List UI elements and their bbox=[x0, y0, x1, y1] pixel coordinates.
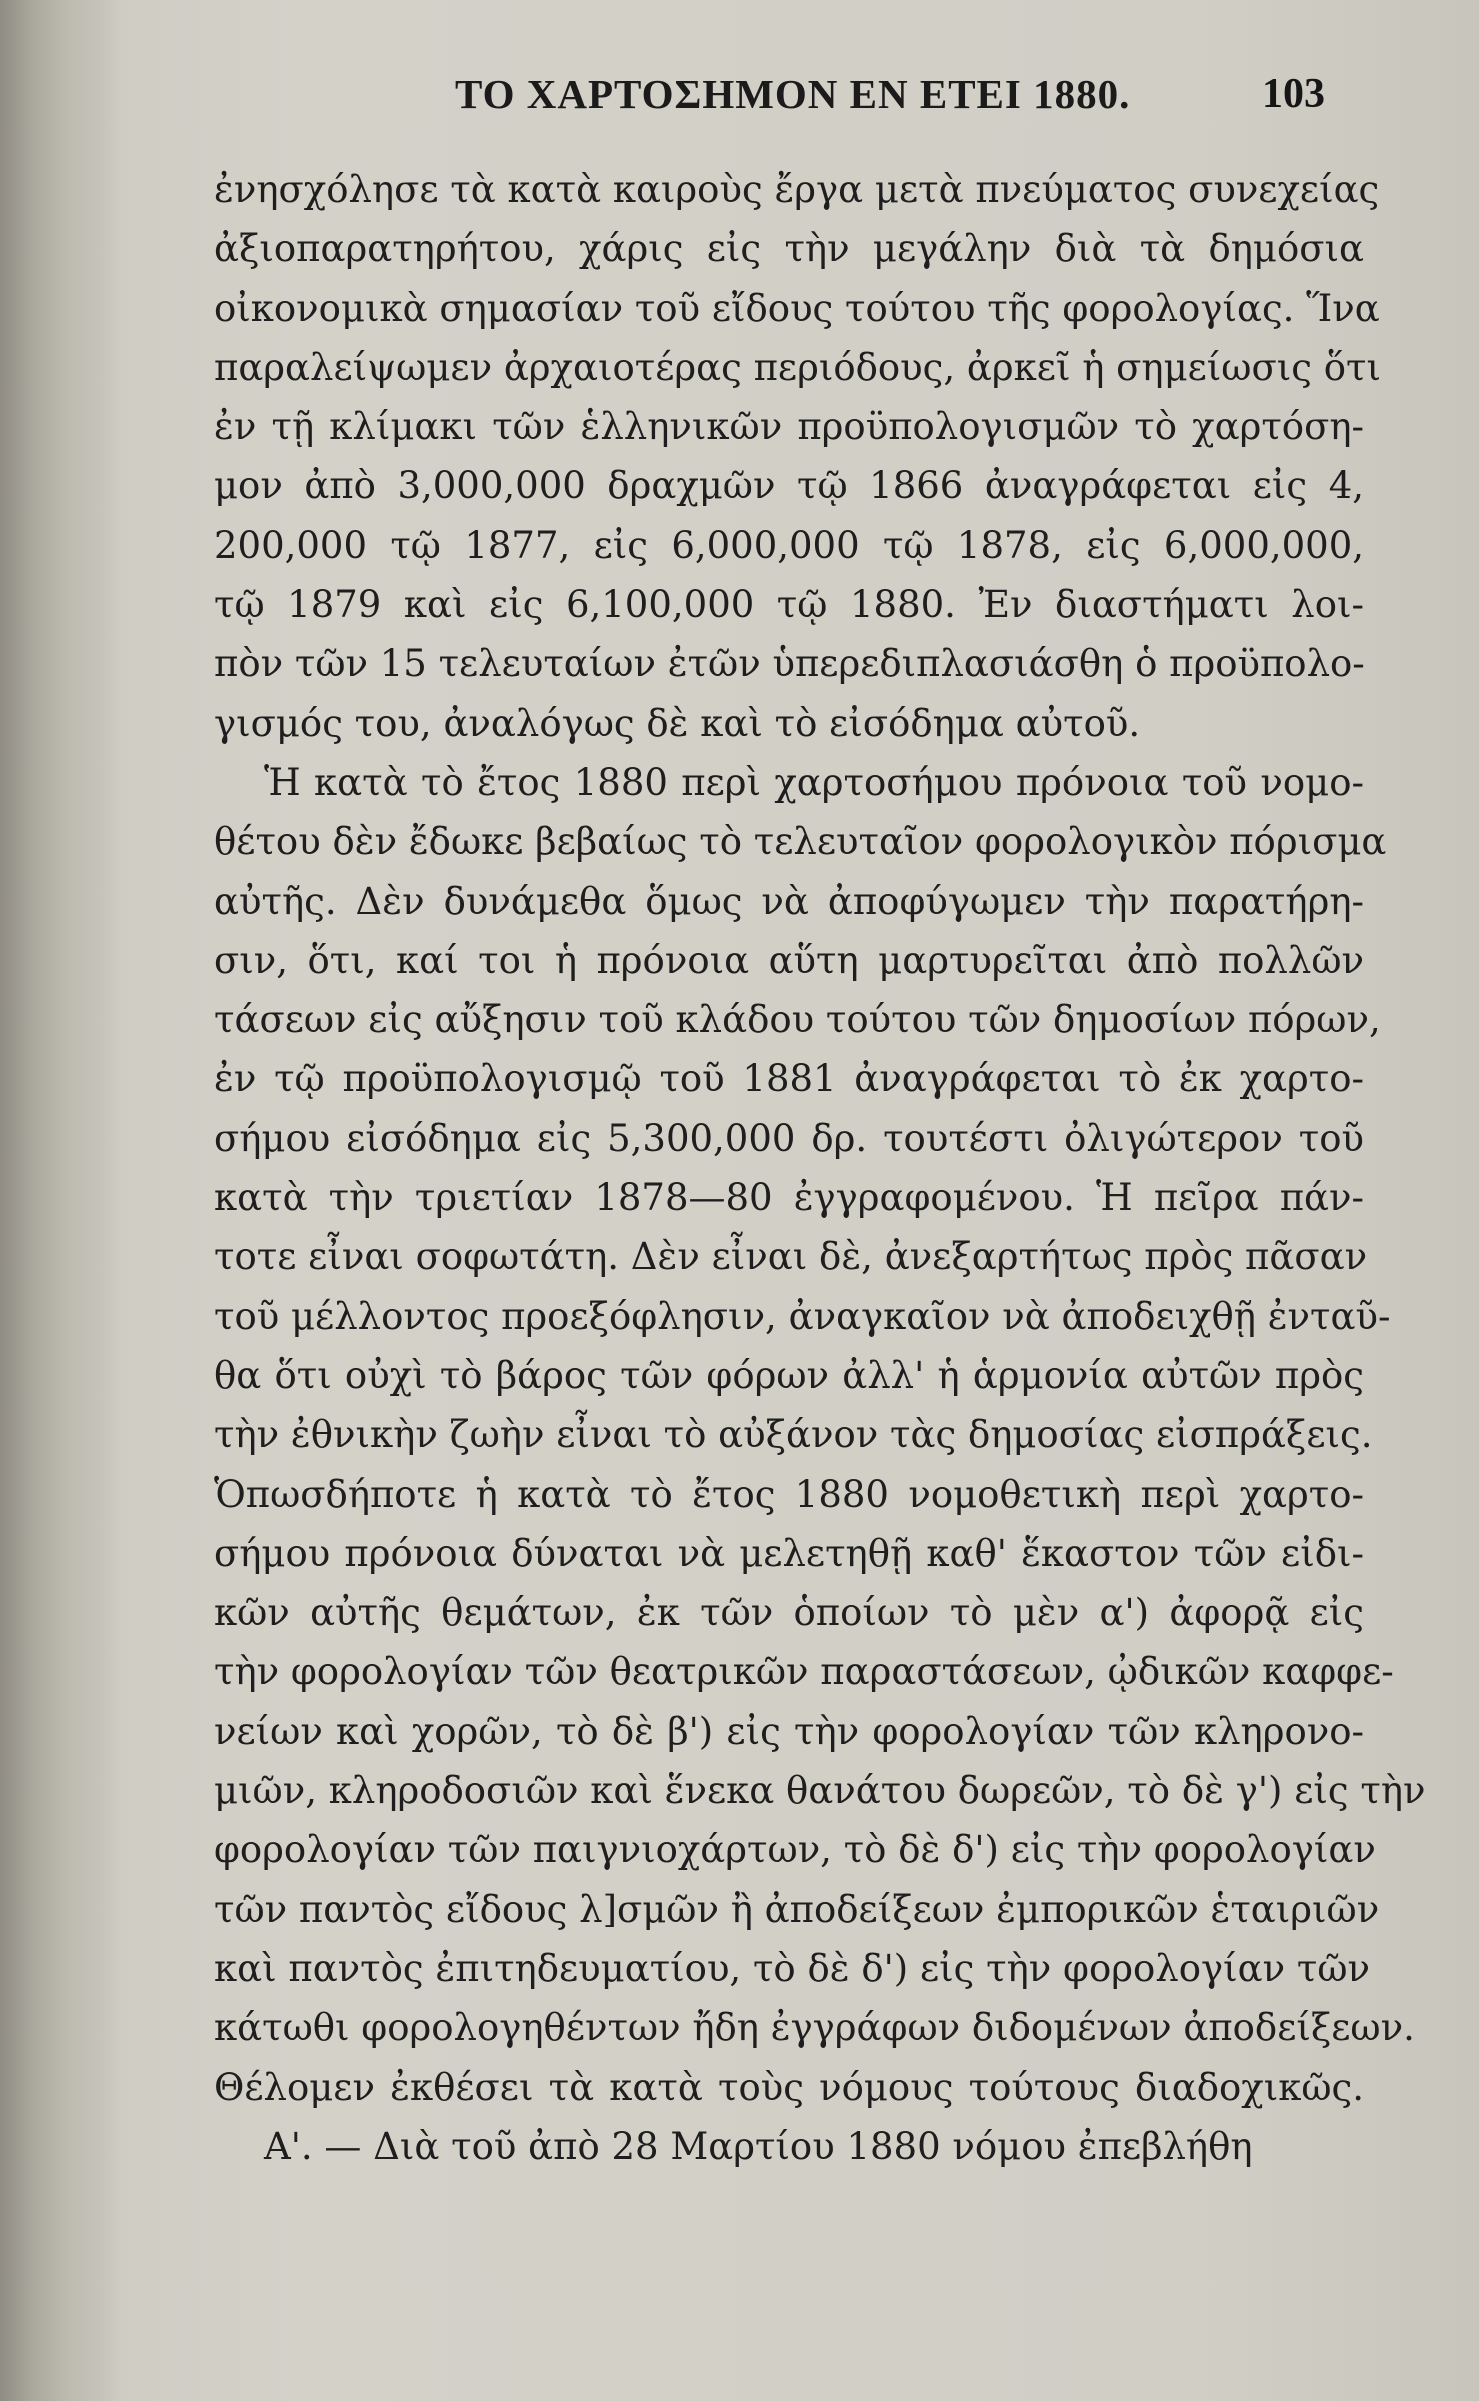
text-line: τὴν ἐθνικὴν ζωὴν εἶναι τὸ αὐξάνον τὰς δημοσίας εἰσπράξεις. bbox=[214, 1413, 1373, 1457]
text-line: Α'. — Διὰ τοῦ ἀπὸ 28 Μαρτίου 1880 νόμου ἐπεβλήθη bbox=[264, 2124, 1253, 2168]
text-line: κῶν αὐτῆς θεμάτων, ἐκ τῶν ὁποίων τὸ μὲν α') ἀφορᾷ εἰς bbox=[214, 1591, 1364, 1635]
text-line: Ὁπωσδήποτε ἡ κατὰ τὸ ἔτος 1880 νομοθετικὴ περὶ χαρτο- bbox=[214, 1472, 1364, 1516]
text-line: ἐνησχόλησε τὰ κατὰ καιροὺς ἔργα μετὰ πνεύματος συνεχείας bbox=[214, 168, 1380, 211]
text-line: τοτε εἶναι σοφωτάτη. Δὲν εἶναι δὲ, ἀνεξαρτήτως πρὸς πᾶσαν bbox=[214, 1235, 1368, 1279]
text-line: οἰκονομικὰ σημασίαν τοῦ εἴδους τούτου τῆς φορολογίας. Ἵνα bbox=[214, 286, 1380, 330]
text-line: 200,000 τῷ 1877, εἰς 6,000,000 τῷ 1878, εἰς 6,000,000, bbox=[214, 523, 1364, 567]
text-line: σήμου πρόνοια δύναται νὰ μελετηθῇ καθ' ἕκαστον τῶν εἰδι- bbox=[214, 1531, 1364, 1575]
text-line: θα ὅτι οὐχὶ τὸ βάρος τῶν φόρων ἀλλ' ἡ ἁρμονία αὐτῶν πρὸς bbox=[214, 1353, 1364, 1397]
header-title: ΤΟ ΧΑΡΤΟΣΗΜΟΝ ΕΝ ΕΤΕΙ 1880. bbox=[455, 71, 1131, 117]
page-number: 103 bbox=[1262, 71, 1325, 117]
text-line: σήμου εἰσόδημα εἰς 5,300,000 δρ. τουτέστι ὀλιγώτερον τοῦ bbox=[214, 1116, 1364, 1160]
text-line: τῷ 1879 καὶ εἰς 6,100,000 τῷ 1880. Ἐν διαστήματι λοι- bbox=[214, 583, 1364, 627]
text-line: σιν, ὅτι, καί τοι ἡ πρόνοια αὕτη μαρτυρεῖται ἀπὸ πολλῶν bbox=[214, 938, 1364, 982]
text-line: νείων καὶ χορῶν, τὸ δὲ β') εἰς τὴν φορολογίαν τῶν κληρονο- bbox=[214, 1709, 1364, 1753]
text-line: τοῦ μέλλοντος προεξόφλησιν, ἀναγκαῖον νὰ ἀποδειχθῇ ἐνταῦ- bbox=[214, 1294, 1391, 1338]
text-line: αὐτῆς. Δὲν δυνάμεθα ὅμως νὰ ἀποφύγωμεν τὴν παρατήρη- bbox=[214, 879, 1364, 923]
gutter-shadow bbox=[0, 0, 120, 2401]
text-line: κατὰ τὴν τριετίαν 1878—80 ἐγγραφομένου. Ἡ πεῖρα πάν- bbox=[214, 1176, 1364, 1220]
text-line: μιῶν, κληροδοσιῶν καὶ ἕνεκα θανάτου δωρεῶν, τὸ δὲ γ') εἰς τὴν bbox=[214, 1769, 1426, 1813]
text-line: παραλείψωμεν ἀρχαιοτέρας περιόδους, ἀρκεῖ ἡ σημείωσις ὅτι bbox=[214, 345, 1381, 389]
text-line: τῶν παντὸς εἴδους λ]σμῶν ἢ ἀποδείξεων ἐμπορικῶν ἑταιριῶν bbox=[214, 1887, 1380, 1931]
text-line: θέτου δὲν ἔδωκε βεβαίως τὸ τελευταῖον φορολογικὸν πόρισμα bbox=[214, 820, 1387, 864]
text-line: γισμός του, ἀναλόγως δὲ καὶ τὸ εἰσόδημα αὐτοῦ. bbox=[214, 701, 1141, 745]
text-line: ἐν τῇ κλίμακι τῶν ἑλληνικῶν προϋπολογισμῶν τὸ χαρτόση- bbox=[214, 405, 1364, 449]
text-line: τὴν φορολογίαν τῶν θεατρικῶν παραστάσεων, ᾠδικῶν καφφε- bbox=[214, 1650, 1394, 1694]
text-line: πὸν τῶν 15 τελευταίων ἐτῶν ὑπερεδιπλασιάσθη ὁ προϋπολο- bbox=[214, 642, 1365, 686]
text-line: μον ἀπὸ 3,000,000 δραχμῶν τῷ 1866 ἀναγράφεται εἰς 4, bbox=[214, 464, 1364, 508]
text-line: καὶ παντὸς ἐπιτηδευματίου, τὸ δὲ δ') εἰς τὴν φορολογίαν τῶν bbox=[214, 1946, 1370, 1990]
text-line: ἐν τῷ προϋπολογισμῷ τοῦ 1881 ἀναγράφεται τὸ ἐκ χαρτο- bbox=[214, 1057, 1364, 1101]
body-text bbox=[214, 160, 1426, 2176]
text-line: Ἡ κατὰ τὸ ἔτος 1880 περὶ χαρτοσήμου πρόνοια τοῦ νομο- bbox=[264, 760, 1364, 804]
running-header bbox=[0, 70, 1479, 130]
text-line: κάτωθι φορολογηθέντων ἤδη ἐγγράφων διδομένων ἀποδείξεων. bbox=[214, 2006, 1415, 2050]
text-line: τάσεων εἰς αὔξησιν τοῦ κλάδου τούτου τῶν δημοσίων πόρων, bbox=[214, 998, 1381, 1042]
text-line: φορολογίαν τῶν παιγνιοχάρτων, τὸ δὲ δ') εἰς τὴν φορολογίαν bbox=[214, 1828, 1376, 1872]
text-line: Θέλομεν ἐκθέσει τὰ κατὰ τοὺς νόμους τούτους διαδοχικῶς. bbox=[214, 2065, 1364, 2109]
text-line: ἀξιοπαρατηρήτου, χάρις εἰς τὴν μεγάλην διὰ τὰ δημόσια bbox=[214, 227, 1364, 271]
